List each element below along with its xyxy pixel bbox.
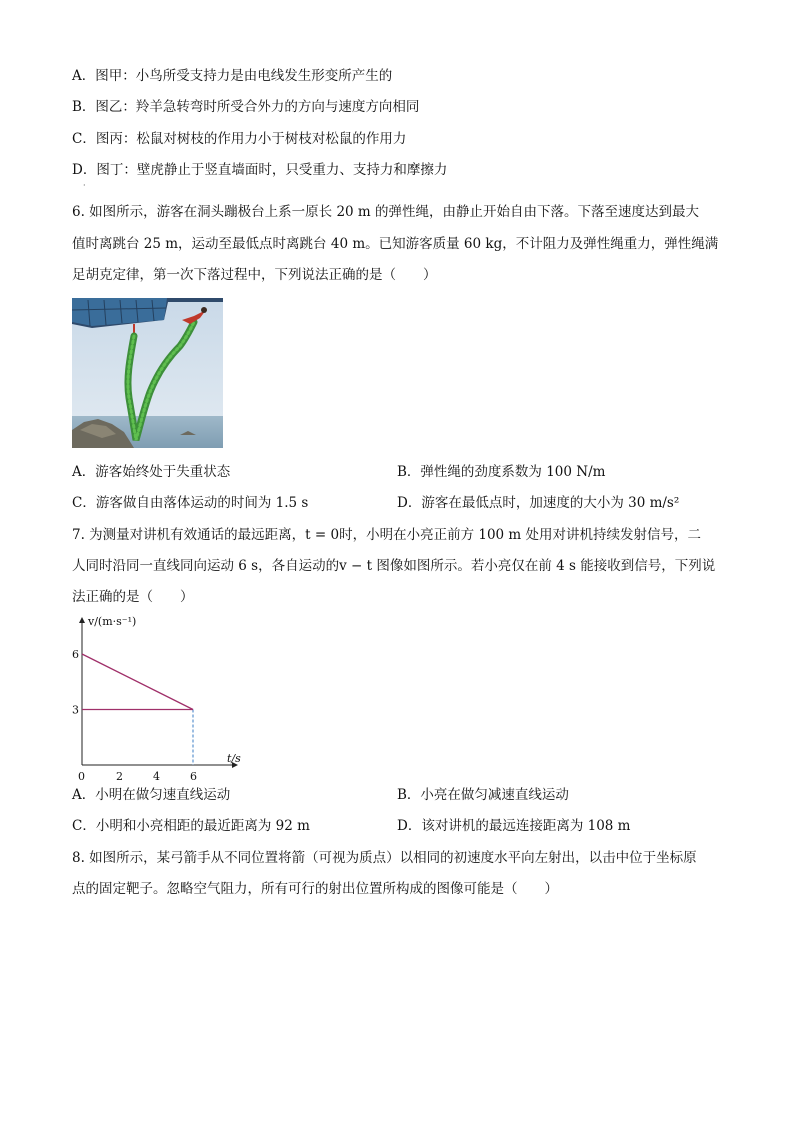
q7-option-c: C．小明和小亮相距的最近距离为 92 m <box>72 818 310 834</box>
q6-stem-line-3: 足胡克定律，第一次下落过程中，下列说法正确的是（ ） <box>72 267 437 283</box>
y-tick-label: 3 <box>72 703 79 717</box>
q6-stem-line-2: 值时离跳台 25 m，运动至最低点时离跳台 40 m。已知游客质量 60 kg，不计阻力及弹性绳重力，弹性绳满 <box>72 236 719 252</box>
series-line-1 <box>82 654 193 710</box>
q6-stem-line-1: 6. 如图所示，游客在洞头蹦极台上系一原长 20 m 的弹性绳，由静止开始自由下落。下落至速度达到最大 <box>72 204 700 220</box>
x-axis-label: t/s <box>227 752 241 765</box>
y-axis-label: v/(m·s⁻¹) <box>88 615 137 628</box>
y-tick-label: 6 <box>72 648 79 661</box>
q5-option-b: B．图乙：羚羊急转弯时所受合外力的方向与速度方向相同 <box>72 99 420 115</box>
q7-stem-line-2: 人同时沿同一直线同向运动 6 s，各自运动的v − t 图像如图所示。若小亮仅在前 4 s 能接收到信号，下列说 <box>72 558 716 574</box>
q7-stem-line-1: 7. 为测量对讲机有效通话的最远距离，t = 0时，小明在小亮正前方 100 m 处用对讲机持续发射信号，二 <box>72 527 702 543</box>
q8-stem-line-2: 点的固定靶子。忽略空气阻力，所有可行的射出位置所构成的图像可能是（ ） <box>72 881 558 897</box>
stray-dot: · <box>83 181 86 190</box>
q6-option-d: D．游客在最低点时，加速度的大小为 30 m/s² <box>397 495 680 511</box>
bungee-photo <box>72 298 223 448</box>
x-tick-label: 2 <box>116 770 123 782</box>
q7-option-a: A．小明在做匀速直线运动 <box>72 787 231 803</box>
q5-option-c: C．图丙：松鼠对树枝的作用力小于树枝对松鼠的作用力 <box>72 131 407 147</box>
q6-option-a: A．游客始终处于失重状态 <box>72 464 231 480</box>
q6-option-b: B．弹性绳的劲度系数为 100 N/m <box>397 464 606 480</box>
q6-option-c: C．游客做自由落体运动的时间为 1.5 s <box>72 495 309 511</box>
x-tick-label: 0 <box>78 770 85 782</box>
q7-option-b: B．小亮在做匀减速直线运动 <box>397 787 569 803</box>
q8-stem-line-1: 8. 如图所示，某弓箭手从不同位置将箭（可视为质点）以相同的初速度水平向左射出，以击中位于坐标原 <box>72 850 697 866</box>
q7-option-d: D．该对讲机的最远连接距离为 108 m <box>397 818 631 834</box>
q5-option-d: D．图丁：壁虎静止于竖直墙面时，只受重力、支持力和摩擦力 <box>72 162 448 178</box>
x-tick-label: 6 <box>190 770 197 782</box>
q7-stem-line-3: 法正确的是（ ） <box>72 589 194 605</box>
vt-chart <box>72 612 272 782</box>
x-tick-label: 4 <box>153 770 160 782</box>
q5-option-a: A．图甲：小鸟所受支持力是由电线发生形变所产生的 <box>72 68 393 84</box>
